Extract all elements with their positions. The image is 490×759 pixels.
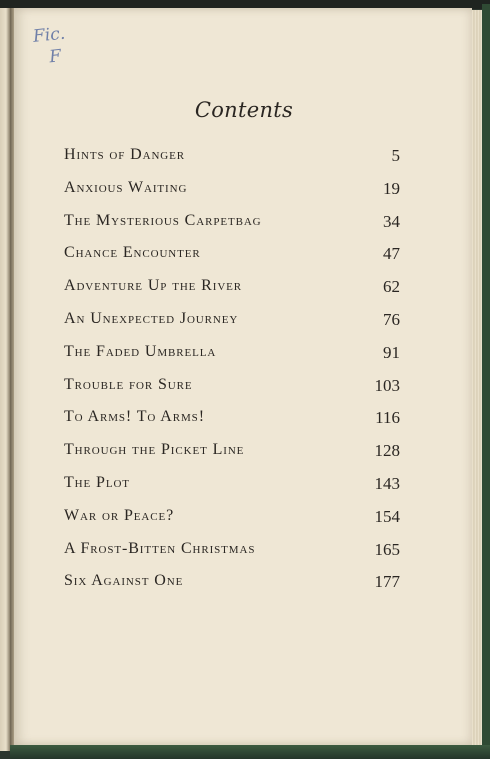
annotation-line-1: Fic.: [32, 23, 67, 47]
page-number: 76: [383, 310, 400, 329]
toc-entry: [64, 212, 400, 234]
annotation-line-2: F: [48, 46, 63, 68]
chapter-title: To Arms! To Arms!: [64, 408, 205, 426]
page-number: 34: [383, 211, 400, 231]
page-title: Contents: [194, 98, 294, 122]
toc-entry: [64, 441, 400, 463]
chapter-title: A Frost-Bitten Christmas: [64, 539, 256, 557]
page-number: 103: [374, 375, 400, 395]
toc-entry: [64, 376, 400, 398]
toc-entry: [64, 507, 400, 529]
contents-page: [14, 8, 472, 745]
chapter-title: Adventure Up the River: [64, 277, 243, 295]
chapter-title: Hints of Danger: [64, 146, 186, 163]
toc-entry: [64, 244, 400, 266]
toc-entry: [64, 277, 400, 299]
page-number: 47: [383, 244, 400, 264]
chapter-title: The Plot: [64, 474, 130, 491]
chapter-title: An Unexpected Journey: [64, 310, 239, 327]
toc-entry: [64, 310, 400, 332]
page-number: 91: [383, 342, 400, 362]
chapter-title: War or Peace?: [64, 506, 175, 524]
pencil-annotation: [32, 20, 96, 70]
chapter-title: The Faded Umbrella: [64, 342, 217, 360]
page-number: 128: [374, 441, 400, 461]
page-number: 165: [374, 539, 400, 559]
chapter-title: Trouble for Sure: [64, 375, 193, 393]
page-number: 177: [374, 572, 400, 592]
chapter-title: Chance Encounter: [64, 244, 201, 262]
chapter-title: Anxious Waiting: [64, 178, 188, 196]
page-number: 62: [383, 277, 400, 297]
chapter-title: The Mysterious Carpetbag: [64, 211, 262, 229]
previous-page-edge: [0, 8, 10, 751]
page-number: 5: [391, 146, 400, 165]
toc-entry: [64, 572, 400, 594]
page-number: 19: [383, 178, 400, 198]
chapter-title: Through the Picket Line: [64, 441, 245, 459]
toc-entry: [64, 540, 400, 562]
page-number: 154: [374, 506, 400, 526]
bottom-cover-edge: [10, 745, 490, 759]
chapter-title: Six Against One: [64, 572, 184, 590]
toc-entry: [64, 408, 400, 430]
page-number: 116: [375, 408, 400, 428]
book-cover-edge: [482, 4, 490, 759]
toc-entry: [64, 474, 400, 496]
page-number: 143: [374, 474, 400, 493]
toc-entry: [64, 179, 400, 201]
page-stack-edge: [472, 10, 482, 745]
toc-entry: [64, 343, 400, 365]
toc-entry: [64, 146, 400, 168]
